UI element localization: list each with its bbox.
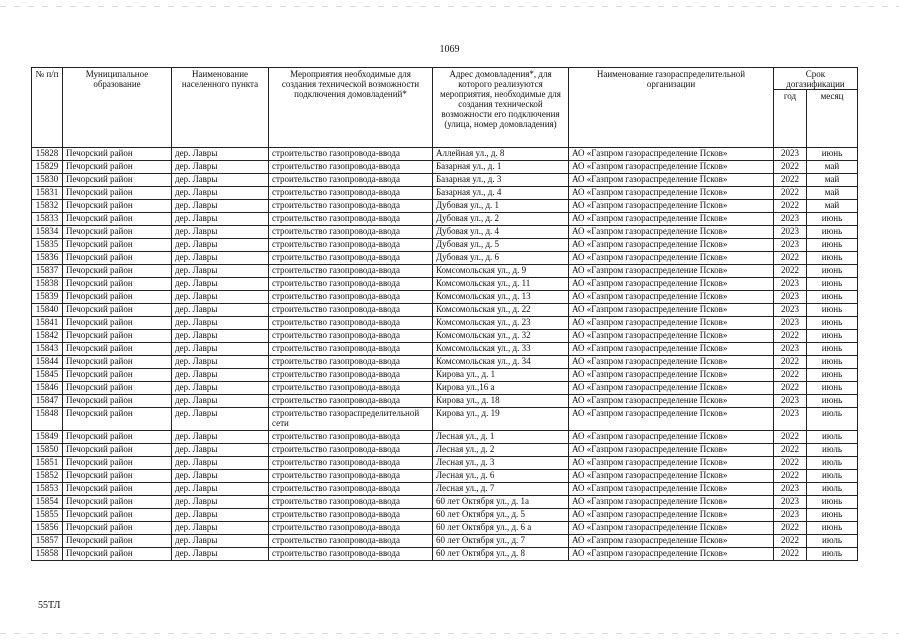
cell-municipality: Печорский район	[63, 509, 172, 522]
cell-organization: АО «Газпром газораспределение Псков»	[569, 408, 774, 431]
cell-settlement: дер. Лавры	[172, 161, 269, 174]
table-row	[32, 330, 858, 343]
gasification-table	[31, 67, 858, 561]
cell-year: 2023	[774, 226, 807, 239]
cell-municipality: Печорский район	[63, 522, 172, 535]
cell-municipality: Печорский район	[63, 535, 172, 548]
cell-measure: строительство газопровода-ввода	[269, 148, 433, 161]
cell-address: 60 лет Октября ул., д. 7	[433, 535, 569, 548]
table-row	[32, 444, 858, 457]
cell-year: 2022	[774, 457, 807, 470]
cell-month: июнь	[807, 395, 858, 408]
table-row	[32, 496, 858, 509]
cell-organization: АО «Газпром газораспределение Псков»	[569, 457, 774, 470]
cell-num: 15844	[32, 356, 63, 369]
cell-measure: строительство газопровода-ввода	[269, 174, 433, 187]
table-row	[32, 395, 858, 408]
cell-num: 15837	[32, 265, 63, 278]
table-row	[32, 356, 858, 369]
cell-num: 15848	[32, 408, 63, 431]
cell-organization: АО «Газпром газораспределение Псков»	[569, 470, 774, 483]
cell-municipality: Печорский район	[63, 252, 172, 265]
cell-measure: строительство газораспределительной сети	[269, 408, 433, 431]
table-row	[32, 239, 858, 252]
cell-address: Комсомольская ул., д. 22	[433, 304, 569, 317]
cell-organization: АО «Газпром газораспределение Псков»	[569, 343, 774, 356]
cell-address: Дубовая ул., д. 2	[433, 213, 569, 226]
cell-measure: строительство газопровода-ввода	[269, 522, 433, 535]
cell-num: 15849	[32, 431, 63, 444]
cell-settlement: дер. Лавры	[172, 457, 269, 470]
table-row	[32, 343, 858, 356]
cell-municipality: Печорский район	[63, 161, 172, 174]
cell-address: Лесная ул., д. 3	[433, 457, 569, 470]
cell-settlement: дер. Лавры	[172, 431, 269, 444]
cell-month: июнь	[807, 317, 858, 330]
cell-settlement: дер. Лавры	[172, 148, 269, 161]
cell-num: 15853	[32, 483, 63, 496]
cell-settlement: дер. Лавры	[172, 200, 269, 213]
cell-measure: строительство газопровода-ввода	[269, 330, 433, 343]
table-row	[32, 522, 858, 535]
cell-month: май	[807, 174, 858, 187]
cell-measure: строительство газопровода-ввода	[269, 304, 433, 317]
cell-municipality: Печорский район	[63, 343, 172, 356]
cell-organization: АО «Газпром газораспределение Псков»	[569, 239, 774, 252]
cell-measure: строительство газопровода-ввода	[269, 457, 433, 470]
cell-address: Дубовая ул., д. 1	[433, 200, 569, 213]
cell-address: Комсомольская ул., д. 32	[433, 330, 569, 343]
cell-measure: строительство газопровода-ввода	[269, 239, 433, 252]
cell-year: 2022	[774, 431, 807, 444]
cell-num: 15839	[32, 291, 63, 304]
cell-year: 2022	[774, 200, 807, 213]
cell-address: 60 лет Октября ул., д. 6 а	[433, 522, 569, 535]
cell-settlement: дер. Лавры	[172, 174, 269, 187]
cell-num: 15843	[32, 343, 63, 356]
cell-address: Комсомольская ул., д. 11	[433, 278, 569, 291]
cell-measure: строительство газопровода-ввода	[269, 548, 433, 561]
cell-address: Комсомольская ул., д. 23	[433, 317, 569, 330]
cell-organization: АО «Газпром газораспределение Псков»	[569, 226, 774, 239]
table-row	[32, 174, 858, 187]
cell-organization: АО «Газпром газораспределение Псков»	[569, 509, 774, 522]
header-year: год	[774, 90, 807, 148]
table-row	[32, 200, 858, 213]
cell-municipality: Печорский район	[63, 408, 172, 431]
cell-organization: АО «Газпром газораспределение Псков»	[569, 548, 774, 561]
cell-num: 15856	[32, 522, 63, 535]
cell-address: Базарная ул., д. 1	[433, 161, 569, 174]
cell-municipality: Печорский район	[63, 444, 172, 457]
cell-measure: строительство газопровода-ввода	[269, 187, 433, 200]
header-month: месяц	[807, 90, 858, 148]
cell-address: Дубовая ул., д. 5	[433, 239, 569, 252]
cell-num: 15855	[32, 509, 63, 522]
cell-organization: АО «Газпром газораспределение Псков»	[569, 161, 774, 174]
cell-num: 15845	[32, 369, 63, 382]
cell-measure: строительство газопровода-ввода	[269, 483, 433, 496]
cell-organization: АО «Газпром газораспределение Псков»	[569, 278, 774, 291]
cell-month: июнь	[807, 343, 858, 356]
table-row	[32, 213, 858, 226]
table-row	[32, 187, 858, 200]
cell-year: 2023	[774, 483, 807, 496]
cell-municipality: Печорский район	[63, 382, 172, 395]
cell-measure: строительство газопровода-ввода	[269, 213, 433, 226]
cell-num: 15841	[32, 317, 63, 330]
cell-month: июнь	[807, 382, 858, 395]
cell-month: июнь	[807, 522, 858, 535]
cell-address: Дубовая ул., д. 6	[433, 252, 569, 265]
header-settlement: Наименование населенного пункта	[172, 68, 269, 148]
cell-num: 15842	[32, 330, 63, 343]
cell-organization: АО «Газпром газораспределение Псков»	[569, 522, 774, 535]
cell-settlement: дер. Лавры	[172, 470, 269, 483]
cell-address: Аллейная ул., д. 8	[433, 148, 569, 161]
cell-municipality: Печорский район	[63, 470, 172, 483]
cell-address: Базарная ул., д. 3	[433, 174, 569, 187]
cell-measure: строительство газопровода-ввода	[269, 252, 433, 265]
cell-address: Кирова ул., д. 19	[433, 408, 569, 431]
cell-year: 2023	[774, 213, 807, 226]
cell-measure: строительство газопровода-ввода	[269, 226, 433, 239]
cell-year: 2022	[774, 522, 807, 535]
cell-num: 15832	[32, 200, 63, 213]
cell-organization: АО «Газпром газораспределение Псков»	[569, 200, 774, 213]
cell-address: Комсомольская ул., д. 34	[433, 356, 569, 369]
cell-municipality: Печорский район	[63, 239, 172, 252]
cell-organization: АО «Газпром газораспределение Псков»	[569, 330, 774, 343]
cell-municipality: Печорский район	[63, 395, 172, 408]
table-row	[32, 535, 858, 548]
cell-settlement: дер. Лавры	[172, 408, 269, 431]
cell-address: Лесная ул., д. 1	[433, 431, 569, 444]
cell-num: 15834	[32, 226, 63, 239]
cell-month: май	[807, 200, 858, 213]
cell-settlement: дер. Лавры	[172, 395, 269, 408]
cell-settlement: дер. Лавры	[172, 509, 269, 522]
cell-address: Кирова ул., д. 1	[433, 369, 569, 382]
cell-organization: АО «Газпром газораспределение Псков»	[569, 174, 774, 187]
cell-municipality: Печорский район	[63, 148, 172, 161]
footer-code: 55ТЛ	[38, 600, 61, 611]
table-row	[32, 252, 858, 265]
cell-num: 15829	[32, 161, 63, 174]
cell-municipality: Печорский район	[63, 304, 172, 317]
cell-address: Комсомольская ул., д. 9	[433, 265, 569, 278]
cell-month: июнь	[807, 213, 858, 226]
cell-num: 15846	[32, 382, 63, 395]
header-deadline: Срок догазификации	[774, 68, 858, 90]
cell-organization: АО «Газпром газораспределение Псков»	[569, 496, 774, 509]
cell-measure: строительство газопровода-ввода	[269, 161, 433, 174]
cell-year: 2022	[774, 369, 807, 382]
cell-measure: строительство газопровода-ввода	[269, 200, 433, 213]
cell-organization: АО «Газпром газораспределение Псков»	[569, 483, 774, 496]
cell-month: июль	[807, 408, 858, 431]
header-measures: Мероприятия необходимые для создания технической возможности подключения домовладений*	[269, 68, 433, 148]
cell-month: июль	[807, 483, 858, 496]
cell-year: 2023	[774, 509, 807, 522]
cell-num: 15836	[32, 252, 63, 265]
cell-settlement: дер. Лавры	[172, 330, 269, 343]
cell-municipality: Печорский район	[63, 278, 172, 291]
table-header	[32, 68, 858, 148]
table-row	[32, 304, 858, 317]
cell-settlement: дер. Лавры	[172, 535, 269, 548]
cell-settlement: дер. Лавры	[172, 304, 269, 317]
cell-year: 2022	[774, 330, 807, 343]
cell-num: 15847	[32, 395, 63, 408]
cell-measure: строительство газопровода-ввода	[269, 509, 433, 522]
cell-organization: АО «Газпром газораспределение Псков»	[569, 148, 774, 161]
cell-month: июль	[807, 548, 858, 561]
cell-measure: строительство газопровода-ввода	[269, 317, 433, 330]
table-row	[32, 431, 858, 444]
cell-address: Комсомольская ул., д. 13	[433, 291, 569, 304]
cell-municipality: Печорский район	[63, 548, 172, 561]
cell-year: 2023	[774, 304, 807, 317]
cell-municipality: Печорский район	[63, 226, 172, 239]
cell-settlement: дер. Лавры	[172, 239, 269, 252]
cell-settlement: дер. Лавры	[172, 444, 269, 457]
table-row	[32, 291, 858, 304]
cell-num: 15858	[32, 548, 63, 561]
cell-measure: строительство газопровода-ввода	[269, 265, 433, 278]
cell-month: май	[807, 161, 858, 174]
table-row	[32, 161, 858, 174]
header-municipality: Муниципальное образование	[63, 68, 172, 148]
cell-year: 2022	[774, 535, 807, 548]
cell-municipality: Печорский район	[63, 369, 172, 382]
cell-num: 15850	[32, 444, 63, 457]
cell-year: 2022	[774, 187, 807, 200]
cell-organization: АО «Газпром газораспределение Псков»	[569, 382, 774, 395]
cell-measure: строительство газопровода-ввода	[269, 535, 433, 548]
cell-address: Базарная ул., д. 4	[433, 187, 569, 200]
cell-year: 2023	[774, 278, 807, 291]
cell-organization: АО «Газпром газораспределение Псков»	[569, 395, 774, 408]
cell-num: 15833	[32, 213, 63, 226]
cell-month: июнь	[807, 239, 858, 252]
table-row	[32, 457, 858, 470]
cell-num: 15852	[32, 470, 63, 483]
cell-organization: АО «Газпром газораспределение Псков»	[569, 291, 774, 304]
cell-year: 2022	[774, 252, 807, 265]
cell-settlement: дер. Лавры	[172, 548, 269, 561]
page-number: 1069	[439, 44, 460, 55]
cell-settlement: дер. Лавры	[172, 278, 269, 291]
cell-municipality: Печорский район	[63, 213, 172, 226]
cell-municipality: Печорский район	[63, 356, 172, 369]
cell-address: Комсомольская ул., д. 33	[433, 343, 569, 356]
header-organization: Наименование газораспределительной организации	[569, 68, 774, 148]
cell-municipality: Печорский район	[63, 483, 172, 496]
cell-settlement: дер. Лавры	[172, 496, 269, 509]
cell-month: июнь	[807, 278, 858, 291]
cell-address: Кирова ул., д. 18	[433, 395, 569, 408]
cell-measure: строительство газопровода-ввода	[269, 444, 433, 457]
cell-settlement: дер. Лавры	[172, 522, 269, 535]
cell-municipality: Печорский район	[63, 187, 172, 200]
cell-settlement: дер. Лавры	[172, 252, 269, 265]
cell-settlement: дер. Лавры	[172, 265, 269, 278]
table-row	[32, 509, 858, 522]
header-num: № п/п	[32, 68, 63, 148]
cell-settlement: дер. Лавры	[172, 213, 269, 226]
cell-organization: АО «Газпром газораспределение Псков»	[569, 187, 774, 200]
cell-municipality: Печорский район	[63, 174, 172, 187]
cell-organization: АО «Газпром газораспределение Псков»	[569, 265, 774, 278]
cell-measure: строительство газопровода-ввода	[269, 291, 433, 304]
cell-organization: АО «Газпром газораспределение Псков»	[569, 317, 774, 330]
cell-month: июнь	[807, 509, 858, 522]
table-row	[32, 226, 858, 239]
cell-month: июль	[807, 470, 858, 483]
cell-num: 15854	[32, 496, 63, 509]
cell-month: июнь	[807, 304, 858, 317]
cell-num: 15851	[32, 457, 63, 470]
cell-municipality: Печорский район	[63, 330, 172, 343]
cell-month: июнь	[807, 291, 858, 304]
cell-month: июнь	[807, 252, 858, 265]
cell-address: 60 лет Октября ул., д. 5	[433, 509, 569, 522]
cell-address: Лесная ул., д. 2	[433, 444, 569, 457]
cell-num: 15828	[32, 148, 63, 161]
cell-month: июнь	[807, 148, 858, 161]
cell-measure: строительство газопровода-ввода	[269, 470, 433, 483]
cell-month: июнь	[807, 330, 858, 343]
cell-municipality: Печорский район	[63, 431, 172, 444]
cell-num: 15838	[32, 278, 63, 291]
cell-month: июль	[807, 431, 858, 444]
cell-municipality: Печорский район	[63, 291, 172, 304]
cell-settlement: дер. Лавры	[172, 317, 269, 330]
cell-year: 2023	[774, 496, 807, 509]
cell-address: Дубовая ул., д. 4	[433, 226, 569, 239]
cell-month: июнь	[807, 356, 858, 369]
cell-month: июнь	[807, 226, 858, 239]
cell-measure: строительство газопровода-ввода	[269, 395, 433, 408]
cell-measure: строительство газопровода-ввода	[269, 369, 433, 382]
cell-num: 15831	[32, 187, 63, 200]
scan-artifact-bottom	[0, 633, 899, 634]
cell-year: 2022	[774, 174, 807, 187]
cell-organization: АО «Газпром газораспределение Псков»	[569, 369, 774, 382]
cell-address: 60 лет Октября ул., д. 1а	[433, 496, 569, 509]
cell-year: 2023	[774, 239, 807, 252]
cell-year: 2022	[774, 356, 807, 369]
cell-month: май	[807, 187, 858, 200]
cell-organization: АО «Газпром газораспределение Псков»	[569, 356, 774, 369]
table-row	[32, 470, 858, 483]
table-row	[32, 265, 858, 278]
cell-municipality: Печорский район	[63, 317, 172, 330]
cell-month: июнь	[807, 265, 858, 278]
cell-organization: АО «Газпром газораспределение Псков»	[569, 444, 774, 457]
cell-year: 2022	[774, 382, 807, 395]
table-row	[32, 548, 858, 561]
cell-year: 2022	[774, 548, 807, 561]
scan-artifact-top	[0, 6, 899, 7]
cell-organization: АО «Газпром газораспределение Псков»	[569, 252, 774, 265]
cell-address: Кирова ул.,16 а	[433, 382, 569, 395]
table-row	[32, 483, 858, 496]
table-row	[32, 278, 858, 291]
cell-address: 60 лет Октября ул., д. 8	[433, 548, 569, 561]
cell-num: 15835	[32, 239, 63, 252]
cell-num: 15830	[32, 174, 63, 187]
cell-year: 2022	[774, 161, 807, 174]
cell-year: 2023	[774, 291, 807, 304]
cell-year: 2023	[774, 317, 807, 330]
cell-month: июнь	[807, 369, 858, 382]
cell-year: 2022	[774, 265, 807, 278]
cell-settlement: дер. Лавры	[172, 483, 269, 496]
header-address: Адрес домовладения*, для которого реализуются мероприятия, необходимые для создания технической возможности его подключения (улица, номер домовладения)	[433, 68, 569, 148]
cell-year: 2022	[774, 444, 807, 457]
cell-settlement: дер. Лавры	[172, 356, 269, 369]
table-row	[32, 317, 858, 330]
cell-year: 2023	[774, 408, 807, 431]
cell-month: июль	[807, 444, 858, 457]
cell-municipality: Печорский район	[63, 265, 172, 278]
cell-measure: строительство газопровода-ввода	[269, 343, 433, 356]
cell-settlement: дер. Лавры	[172, 187, 269, 200]
cell-organization: АО «Газпром газораспределение Псков»	[569, 304, 774, 317]
cell-month: июнь	[807, 496, 858, 509]
cell-municipality: Печорский район	[63, 200, 172, 213]
table-row	[32, 382, 858, 395]
cell-organization: АО «Газпром газораспределение Псков»	[569, 213, 774, 226]
cell-year: 2022	[774, 470, 807, 483]
table-row	[32, 408, 858, 431]
cell-measure: строительство газопровода-ввода	[269, 278, 433, 291]
table-row	[32, 369, 858, 382]
cell-municipality: Печорский район	[63, 457, 172, 470]
cell-measure: строительство газопровода-ввода	[269, 431, 433, 444]
cell-month: июль	[807, 457, 858, 470]
cell-measure: строительство газопровода-ввода	[269, 382, 433, 395]
cell-settlement: дер. Лавры	[172, 382, 269, 395]
cell-measure: строительство газопровода-ввода	[269, 356, 433, 369]
cell-address: Лесная ул., д. 6	[433, 470, 569, 483]
cell-year: 2023	[774, 395, 807, 408]
cell-month: июль	[807, 535, 858, 548]
cell-measure: строительство газопровода-ввода	[269, 496, 433, 509]
table-body	[32, 148, 858, 561]
cell-settlement: дер. Лавры	[172, 226, 269, 239]
cell-num: 15840	[32, 304, 63, 317]
cell-year: 2023	[774, 343, 807, 356]
cell-settlement: дер. Лавры	[172, 343, 269, 356]
cell-municipality: Печорский район	[63, 496, 172, 509]
table-row	[32, 148, 858, 161]
cell-settlement: дер. Лавры	[172, 369, 269, 382]
cell-address: Лесная ул., д. 7	[433, 483, 569, 496]
cell-settlement: дер. Лавры	[172, 291, 269, 304]
cell-year: 2023	[774, 148, 807, 161]
cell-organization: АО «Газпром газораспределение Псков»	[569, 431, 774, 444]
cell-organization: АО «Газпром газораспределение Псков»	[569, 535, 774, 548]
cell-num: 15857	[32, 535, 63, 548]
